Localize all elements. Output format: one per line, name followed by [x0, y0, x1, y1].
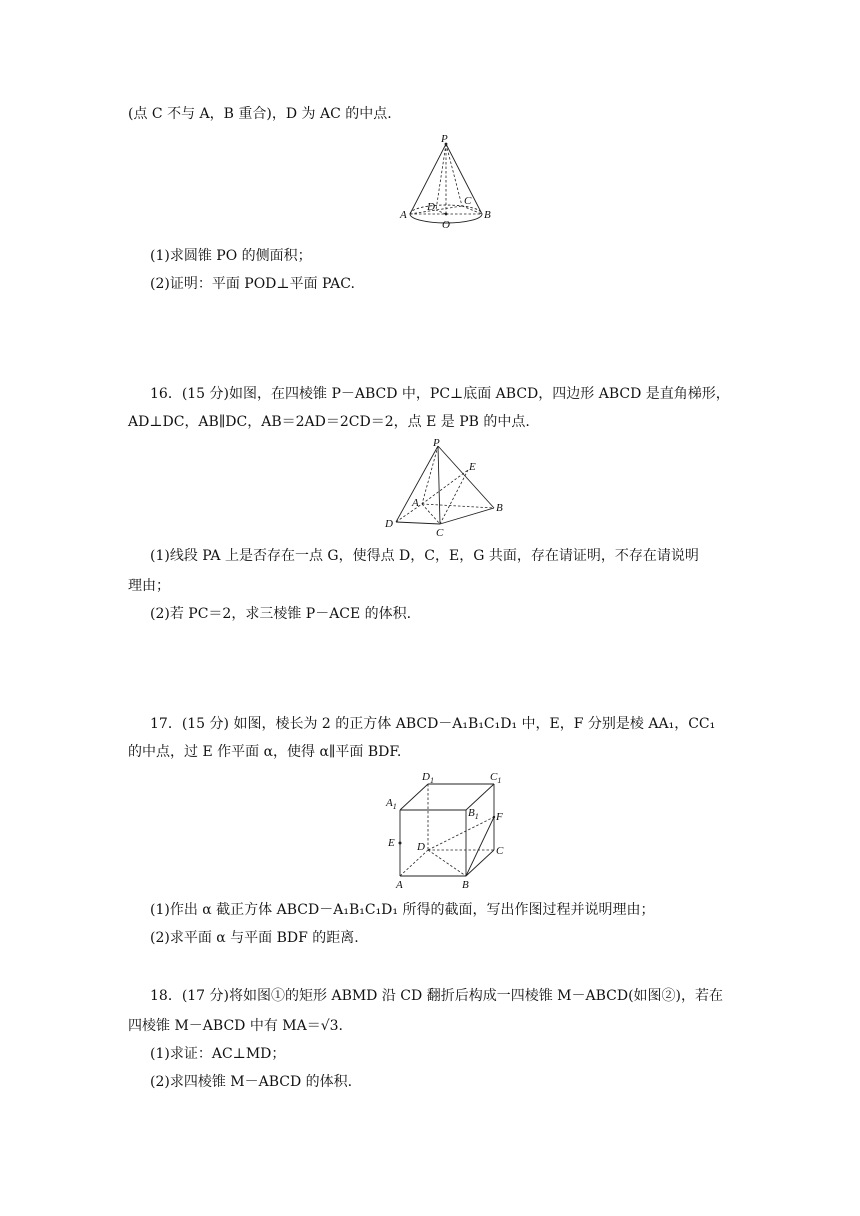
pyr-label-b: B [496, 502, 503, 514]
cone-label-a: A [400, 209, 407, 221]
q16-part1-line2: 理由； [128, 578, 170, 594]
q18-stem-line2: 四棱锥 M－ABCD 中有 MA＝√3. [128, 1018, 344, 1034]
cone-figure [396, 132, 496, 232]
cube-label-c1: $C_1$ [490, 771, 502, 785]
q15-intro-text: (点 C 不与 A，B 重合)，D 为 AC 的中点. [128, 106, 392, 122]
q16-part1-line1: (1)线段 PA 上是否存在一点 G，使得点 D，C，E，G 共面，存在请证明，不存在请说明 [150, 548, 699, 564]
q16-stem-line1: 16．(15 分)如图，在四棱锥 P－ABCD 中，PC⊥底面 ABCD，四边形 ABCD 是直角梯形， [150, 386, 730, 402]
pyr-label-c: C [436, 527, 444, 538]
cube-label-d1: $D_1$ [422, 771, 434, 785]
cone-label-b: B [484, 209, 491, 221]
cone-label-d: D [427, 201, 435, 213]
q17-part1: (1)作出 α 截正方体 ABCD－A₁B₁C₁D₁ 所得的截面，写出作图过程并说明理由； [150, 902, 655, 918]
cube-figure [382, 766, 512, 890]
q17-stem-line2: 的中点，过 E 作平面 α，使得 α∥平面 BDF. [128, 744, 402, 760]
cone-label-o: O [442, 219, 450, 231]
cube-label-a1: $A_1$ [386, 797, 397, 811]
q16-stem-line2: AD⊥DC，AB∥DC，AB＝2AD＝2CD＝2，点 E 是 PB 的中点. [128, 414, 530, 430]
q16-part2: (2)若 PC＝2，求三棱锥 P－ACE 的体积. [150, 606, 412, 622]
q18-part1: (1)求证：AC⊥MD； [150, 1046, 286, 1062]
cube-label-c: C [496, 845, 504, 857]
cube-label-f: F [496, 811, 503, 823]
pyr-label-e: E [469, 461, 476, 473]
cube-label-e: E [388, 837, 395, 849]
q17-stem-line1: 17．(15 分) 如图，棱长为 2 的正方体 ABCD－A₁B₁C₁D₁ 中，E，F 分别是棱 AA₁，CC₁ [150, 716, 716, 732]
pyr-label-p: P [433, 438, 440, 449]
cube-label-d: D [417, 841, 425, 853]
q15-part2: (2)证明：平面 POD⊥平面 PAC. [150, 276, 355, 292]
cube-label-b: B [462, 879, 469, 890]
cube-label-b1: $B_1$ [468, 807, 479, 821]
cone-label-p: P [441, 133, 448, 145]
q18-part2: (2)求四棱锥 M－ABCD 的体积. [150, 1074, 353, 1090]
q15-part1: (1)求圆锥 PO 的侧面积； [150, 248, 312, 264]
cube-label-a: A [396, 879, 403, 890]
cone-label-c: C [464, 195, 472, 207]
q17-part2: (2)求平面 α 与平面 BDF 的距离. [150, 930, 359, 946]
pyr-label-d: D [385, 518, 393, 530]
pyr-label-a: A [412, 497, 419, 509]
q18-stem-line1: 18．(17 分)将如图①的矩形 ABMD 沿 CD 翻折后构成一四棱锥 M－ABCD(如图②)，若在 [150, 988, 724, 1004]
pyramid-figure [382, 438, 512, 538]
